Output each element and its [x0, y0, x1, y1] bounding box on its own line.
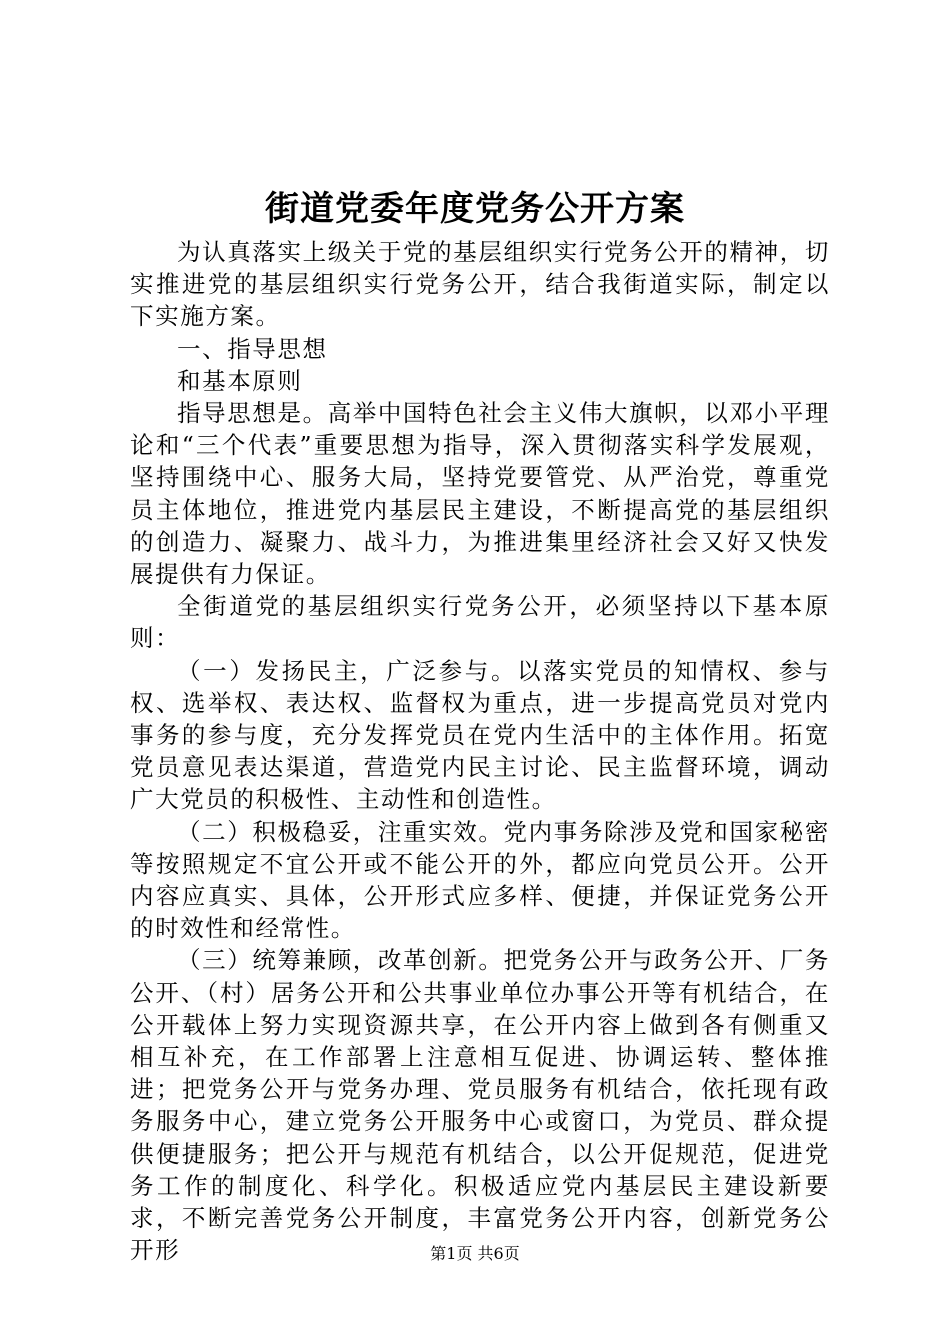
paragraph-guiding-thought: 指导思想是。高举中国特色社会主义伟大旗帜，以邓小平理论和“三个代表”重要思想为指导，深入贯彻落实科学发展观，坚持围绕中心、服务大局，坚持党要管党、从严治党，尊重党员主体地位，推进党内基层民主建设，不断提高党的基层组织的创造力、凝聚力、战斗力，为推进集里经济社会又好又快发展提供有力保证。 — [130, 399, 830, 589]
document-body — [130, 236, 830, 1267]
paragraph-intro: 为认真落实上级关于党的基层组织实行党务公开的精神，切实推进党的基层组织实行党务公开，结合我街道实际，制定以下实施方案。 — [130, 238, 830, 331]
paragraph-principles-intro: 全街道党的基层组织实行党务公开，必须坚持以下基本原则： — [130, 592, 830, 653]
paragraph-principle-1: （一）发扬民主，广泛参与。以落实党员的知情权、参与权、选举权、表达权、监督权为重点，进一步提高党员对党内事务的参与度，充分发挥党员在党内生活中的主体作用。拓宽党员意见表达渠道，营造党内民主讨论、民主监督环境，调动广大党员的积极性、主动性和创造性。 — [130, 656, 830, 814]
paragraph-principle-3: （三）统筹兼顾，改革创新。把党务公开与政务公开、厂务公开、（村）居务公开和公共事业单位办事公开等有机结合，在公开载体上努力实现资源共享，在公开内容上做到各有侧重又相互补充，在工作部署上注意相互促进、协调运转、整体推进；把党务公开与党务办理、党员服务有机结合，依托现有政务服务中心，建立党务公开服务中心或窗口，为党员、群众提供便捷服务；把公开与规范有机结合，以公开促规范，促进党务工作的制度化、科学化。积极适应党内基层民主建设新要求，不断完善党务公开制度，丰富党务公开内容，创新党务公开形 — [130, 946, 830, 1265]
document-title: 街道党委年度党务公开方案 — [265, 189, 685, 229]
heading-basic-principles: 和基本原则 — [177, 366, 303, 395]
heading-guiding-thought: 一、指导思想 — [177, 334, 328, 363]
paragraph-principle-2: （二）积极稳妥，注重实效。党内事务除涉及党和国家秘密等按照规定不宜公开或不能公开的外，都应向党员公开。公开内容应真实、具体，公开形式应多样、便捷，并保证党务公开的时效性和经常性。 — [130, 817, 830, 943]
page-number-footer: 第1页 共6页 — [430, 1244, 520, 1263]
